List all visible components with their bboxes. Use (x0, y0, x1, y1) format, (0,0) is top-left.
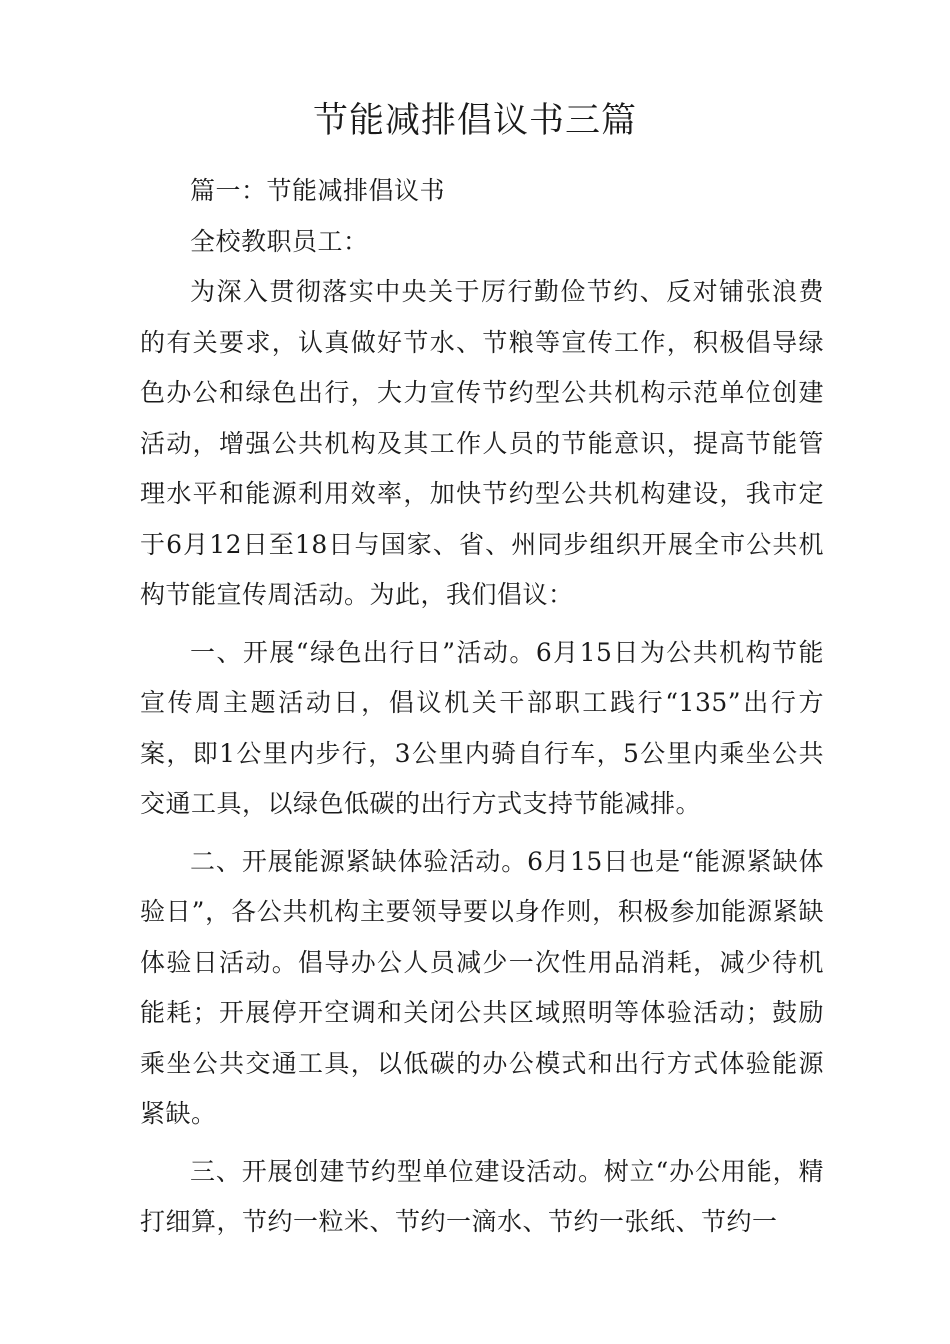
document-title: 节能减排倡议书三篇 (312, 101, 637, 141)
paragraph-intro: 为深入贯彻落实中央关于厉行勤俭节约、反对铺张浪费的有关要求，认真做好节水、节粮等宣传工作，积极倡导绿色办公和绿色出行，大力宣传节约型公共机构示范单位创建活动，增强公共机构及其工作人员的节能意识，提高节能管理水平和能源利用效率，加快节约型公共机构建设，我市定于6月12日至18日与国家、省、州同步组织开展全市公共机构节能宣传周活动。为此，我们倡议： (140, 277, 824, 609)
paragraph-item-1: 一、开展“绿色出行日”活动。6月15日为公共机构节能宣传周主题活动日，倡议机关干部职工践行“135”出行方案，即1公里内步行，3公里内骑自行车，5公里内乘坐公共交通工具，以绿色低碳的出行方式支持节能减排。 (140, 637, 824, 818)
salutation: 全校教职员工： (190, 226, 369, 256)
paragraph-item-3: 三、开展创建节约型单位建设活动。树立“办公用能，精打细算，节约一粒米、节约一滴水、节约一张纸、节约一 (140, 1156, 824, 1236)
section-heading: 篇一：节能减排倡议书 (190, 176, 446, 205)
paragraph-item-2: 二、开展能源紧缺体验活动。6月15日也是“能源紧缺体验日”，各公共机构主要领导要以身作则，积极参加能源紧缺体验日活动。倡导办公人员减少一次性用品消耗，减少待机能耗；开展停开空调和关闭公共区域照明等体验活动；鼓励乘坐公共交通工具，以低碳的办公模式和出行方式体验能源紧缺。 (140, 846, 824, 1128)
document-body (140, 166, 824, 1248)
